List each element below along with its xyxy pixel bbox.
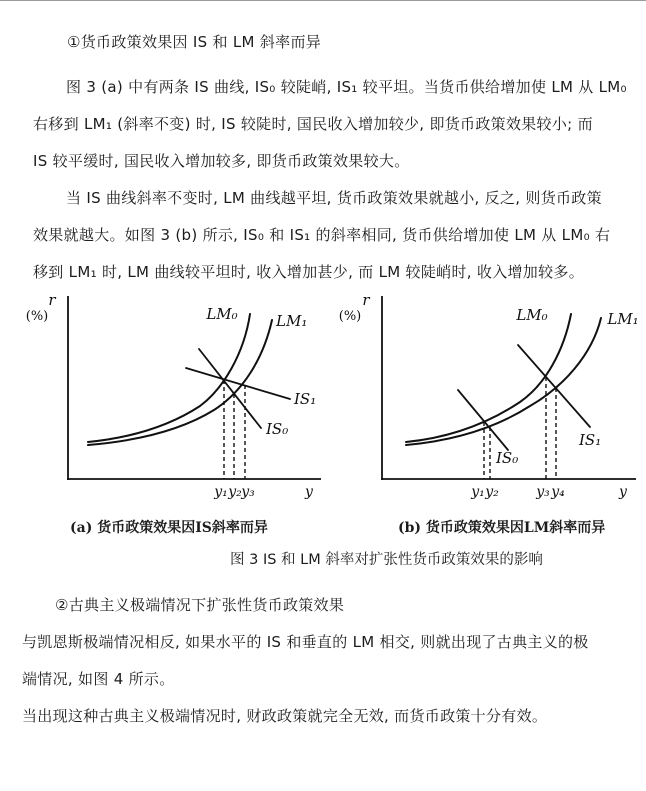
panel-b-lm0-label: LM₀ xyxy=(516,306,548,324)
panel-a-tick-y1: y₁ xyxy=(214,484,228,500)
panel-a-is1-label: IS₁ xyxy=(294,390,317,408)
para1-line1: 图 3 (a) 中有两条 IS 曲线, IS₀ 较陡峭, IS₁ 较平坦。当货币供给增加使 LM 从 LM₀ xyxy=(66,78,627,96)
para2-line3: 移到 LM₁ 时, LM 曲线较平坦时, 收入增加甚少, 而 LM 较陡峭时, 收入增加较多。 xyxy=(33,263,584,281)
panel-a-r-label: r xyxy=(48,292,56,309)
panel-b-lm1-curve xyxy=(406,318,601,445)
para3-line1: 与凯恩斯极端情况相反, 如果水平的 IS 和垂直的 LM 相交, 则就出现了古典主义的极 xyxy=(22,633,589,651)
panel-b-is0-line xyxy=(458,390,508,450)
panel-a-y-label: y xyxy=(305,484,313,500)
panel-a-lm0-label: LM₀ xyxy=(206,305,238,323)
figure-caption-b: (b) 货币政策效果因LM斜率而异 xyxy=(398,520,606,536)
figure-panel-a xyxy=(0,292,322,504)
section-heading-2: ②古典主义极端情况下扩张性货币政策效果 xyxy=(55,596,345,614)
para3-line2: 端情况, 如图 4 所示。 xyxy=(22,670,175,688)
panel-b-is0-label: IS₀ xyxy=(496,449,519,467)
para2-line1: 当 IS 曲线斜率不变时, LM 曲线越平坦, 货币政策效果就越小, 反之, 则货币政策 xyxy=(66,189,602,207)
panel-b-tick-y3: y₃ xyxy=(536,484,550,500)
panel-b-r-label: r xyxy=(362,292,370,309)
panel-b-y-label: y xyxy=(619,484,627,500)
para2-line2: 效果就越大。如图 3 (b) 所示, IS₀ 和 IS₁ 的斜率相同, 货币供给增加使 LM 从 LM₀ 右 xyxy=(33,226,611,244)
panel-a-lm0-curve xyxy=(88,314,250,442)
panel-a-tick-y3: y₃ xyxy=(241,484,255,500)
section-heading-1: ①货币政策效果因 IS 和 LM 斜率而异 xyxy=(67,33,322,51)
figure-panel-b xyxy=(330,292,646,504)
panel-b-tick-y2: y₂ xyxy=(485,484,499,500)
figure-caption-main: 图 3 IS 和 LM 斜率对扩张性货币政策效果的影响 xyxy=(230,552,543,568)
panel-b-is1-line xyxy=(518,345,590,427)
panel-a-lm1-label: LM₁ xyxy=(276,312,308,330)
panel-a-tick-y2: y₂ xyxy=(228,484,242,500)
panel-a-is0-label: IS₀ xyxy=(266,420,289,438)
panel-b-tick-y4: y₄ xyxy=(551,484,565,500)
panel-b-lm1-label: LM₁ xyxy=(607,310,639,328)
para1-line3: IS 较平缓时, 国民收入增加较多, 即货币政策效果较大。 xyxy=(33,152,410,170)
panel-b-pct-label: (%) xyxy=(338,309,362,324)
para1-line2: 右移到 LM₁ (斜率不变) 时, IS 较陡时, 国民收入增加较少, 即货币政策效果较小; 而 xyxy=(33,115,593,133)
figure-caption-a: (a) 货币政策效果因IS斜率而异 xyxy=(70,520,268,536)
panel-b-tick-y1: y₁ xyxy=(471,484,485,500)
para4-line1: 当出现这种古典主义极端情况时, 财政政策就完全无效, 而货币政策十分有效。 xyxy=(22,707,548,725)
panel-a-pct-label: (%) xyxy=(25,309,49,324)
panel-a-is1-line xyxy=(186,368,290,399)
panel-b-is1-label: IS₁ xyxy=(579,431,602,449)
